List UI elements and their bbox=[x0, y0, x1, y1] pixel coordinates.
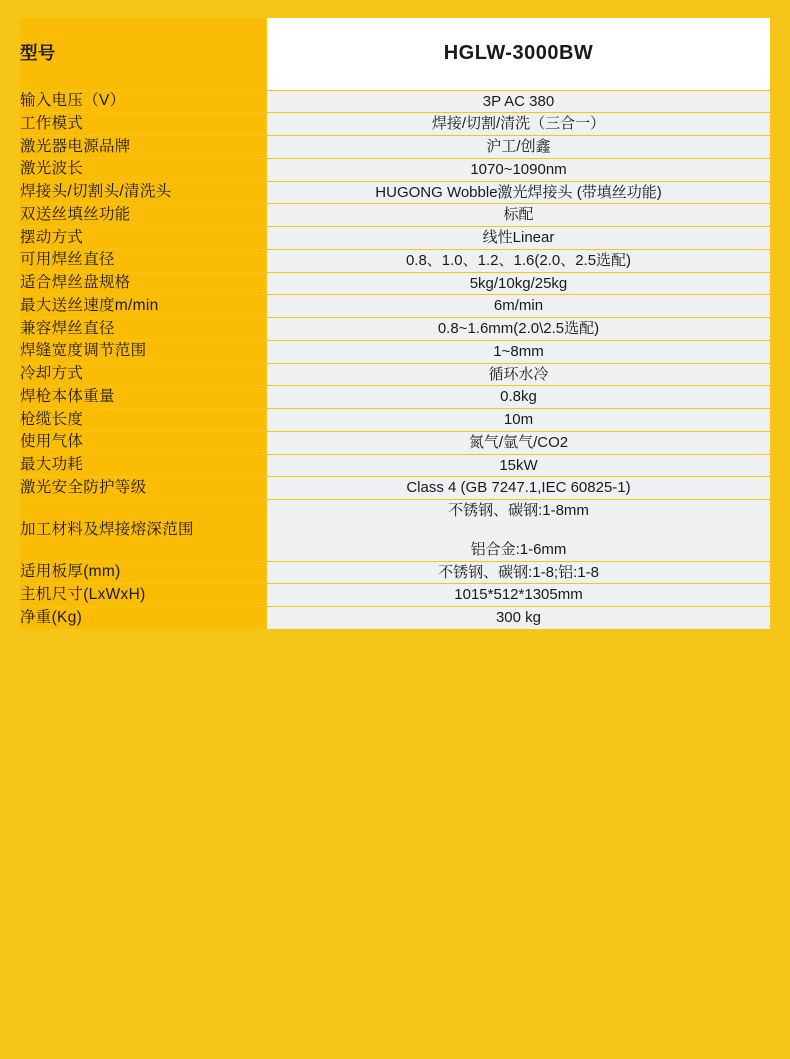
table-row bbox=[20, 561, 771, 584]
spec-label: 焊枪本体重量 bbox=[20, 386, 267, 409]
spec-value: 0.8、1.0、1.2、1.6(2.0、2.5选配) bbox=[267, 249, 771, 272]
spec-label: 焊接头/切割头/清洗头 bbox=[20, 181, 267, 204]
table-row bbox=[20, 386, 771, 409]
spec-value bbox=[267, 500, 771, 562]
spec-label: 适合焊丝盘规格 bbox=[20, 272, 267, 295]
spec-label: 枪缆长度 bbox=[20, 409, 267, 432]
spec-value-line: 铝合金:1-6mm bbox=[470, 540, 567, 558]
table-row bbox=[20, 113, 771, 136]
table-row bbox=[20, 181, 771, 204]
spec-value: 15kW bbox=[267, 454, 771, 477]
spec-label: 适用板厚(mm) bbox=[20, 561, 267, 584]
spec-value: 5kg/10kg/25kg bbox=[267, 272, 771, 295]
spec-value: 1015*512*1305mm bbox=[267, 584, 771, 607]
table-row bbox=[20, 363, 771, 386]
spec-label: 双送丝填丝功能 bbox=[20, 204, 267, 227]
table-row bbox=[20, 295, 771, 318]
spec-value: HUGONG Wobble激光焊接头 (带填丝功能) bbox=[267, 181, 771, 204]
spec-label: 最大送丝速度m/min bbox=[20, 295, 267, 318]
table-row bbox=[20, 227, 771, 250]
spec-value: 焊接/切割/清洗（三合一） bbox=[267, 113, 771, 136]
spec-value: 10m bbox=[267, 409, 771, 432]
spec-value: 1~8mm bbox=[267, 340, 771, 363]
specification-table bbox=[19, 17, 771, 630]
spec-value: 3P AC 380 bbox=[267, 90, 771, 113]
spec-value: Class 4 (GB 7247.1,IEC 60825-1) bbox=[267, 477, 771, 500]
spec-value: 标配 bbox=[267, 204, 771, 227]
spec-label: 加工材料及焊接熔深范围 bbox=[20, 500, 267, 562]
spec-value: 氮气/氩气/CO2 bbox=[267, 431, 771, 454]
spec-label: 冷却方式 bbox=[20, 363, 267, 386]
spec-label: 焊缝宽度调节范围 bbox=[20, 340, 267, 363]
table-row bbox=[20, 204, 771, 227]
table-row bbox=[20, 90, 771, 113]
table-row bbox=[20, 158, 771, 181]
table-row bbox=[20, 136, 771, 159]
spec-label: 输入电压（V） bbox=[20, 90, 267, 113]
spec-value: 循环水冷 bbox=[267, 363, 771, 386]
table-row bbox=[20, 477, 771, 500]
table-row bbox=[20, 272, 771, 295]
table-row bbox=[20, 500, 771, 562]
table-row bbox=[20, 454, 771, 477]
spec-label: 兼容焊丝直径 bbox=[20, 318, 267, 341]
table-body bbox=[20, 18, 771, 630]
spec-label: 工作模式 bbox=[20, 113, 267, 136]
spec-value: 不锈钢、碳钢:1-8;铝:1-8 bbox=[267, 561, 771, 584]
table-row bbox=[20, 584, 771, 607]
spec-label: 可用焊丝直径 bbox=[20, 249, 267, 272]
spec-value: 6m/min bbox=[267, 295, 771, 318]
spec-label: 主机尺寸(LxWxH) bbox=[20, 584, 267, 607]
spec-value: 1070~1090nm bbox=[267, 158, 771, 181]
spec-label: 净重(Kg) bbox=[20, 607, 267, 630]
spec-value: 300 kg bbox=[267, 607, 771, 630]
spec-label: 激光器电源品牌 bbox=[20, 136, 267, 159]
table-row bbox=[20, 409, 771, 432]
spec-label: 最大功耗 bbox=[20, 454, 267, 477]
spec-label: 使用气体 bbox=[20, 431, 267, 454]
spec-value: 0.8kg bbox=[267, 386, 771, 409]
table-header-row bbox=[20, 18, 771, 91]
spec-label: 激光安全防护等级 bbox=[20, 477, 267, 500]
table-row bbox=[20, 340, 771, 363]
table-row bbox=[20, 607, 771, 630]
table-row bbox=[20, 249, 771, 272]
model-label: 型号 bbox=[20, 18, 267, 91]
table-row bbox=[20, 431, 771, 454]
spec-value: 沪工/创鑫 bbox=[267, 136, 771, 159]
spec-value: 线性Linear bbox=[267, 227, 771, 250]
model-value: HGLW-3000BW bbox=[267, 18, 771, 91]
spec-label: 激光波长 bbox=[20, 158, 267, 181]
spec-value-line: 不锈钢、碳钢:1-8mm bbox=[448, 502, 589, 520]
table-row bbox=[20, 318, 771, 341]
spec-label: 摆动方式 bbox=[20, 227, 267, 250]
spec-value: 0.8~1.6mm(2.0\2.5选配) bbox=[267, 318, 771, 341]
